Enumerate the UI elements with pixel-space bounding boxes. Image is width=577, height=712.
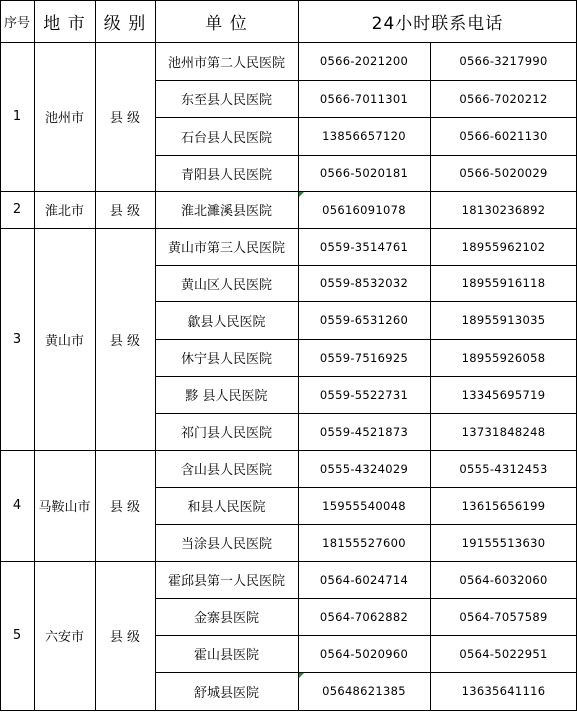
grid-line-horizontal xyxy=(0,710,577,711)
group-index: 4 xyxy=(12,498,22,513)
phone-primary: 15955540048 xyxy=(322,498,406,513)
phone-primary: 0564-6024714 xyxy=(319,572,409,587)
grid-line-horizontal xyxy=(155,301,577,302)
unit-name: 祁门县人民医院 xyxy=(180,426,272,441)
phone-primary: 0555-4324029 xyxy=(319,461,409,476)
phone-secondary: 18955916118 xyxy=(461,276,546,290)
grid-line-horizontal xyxy=(0,42,577,43)
phone-primary: 0566-2021200 xyxy=(319,54,409,68)
unit-name: 金寨县医院 xyxy=(193,611,259,626)
grid-line-horizontal xyxy=(155,487,577,488)
header-city: 地 市 xyxy=(43,13,86,34)
grid-line-horizontal xyxy=(0,561,577,562)
grid-line-horizontal xyxy=(0,0,577,1)
phone-secondary: 18130236892 xyxy=(461,202,546,217)
grid-line-vertical xyxy=(0,0,1,710)
group-index: 3 xyxy=(12,331,22,347)
phone-primary: 0566-7011301 xyxy=(319,91,409,106)
grid-line-horizontal xyxy=(155,524,577,525)
header-level: 级 别 xyxy=(103,13,147,34)
group-level: 县 级 xyxy=(109,333,141,349)
phone-primary: 0566-5020181 xyxy=(319,166,409,180)
unit-name: 和县人民医院 xyxy=(187,500,266,515)
unit-name: 淮北濉溪县医院 xyxy=(180,204,272,219)
phone-secondary: 13345695719 xyxy=(461,387,546,402)
unit-name: 石台县人民医院 xyxy=(180,130,272,146)
phone-secondary: 0566-7020212 xyxy=(459,91,548,106)
header-unit: 单 位 xyxy=(205,13,248,34)
grid-line-horizontal xyxy=(155,265,577,266)
unit-name: 休宁县人民医院 xyxy=(180,352,272,367)
phone-primary: 0559-5522731 xyxy=(319,387,409,402)
unit-name: 池州市第二人民医院 xyxy=(167,55,285,71)
grid-line-horizontal xyxy=(155,635,577,636)
grid-line-horizontal xyxy=(155,117,577,118)
grid-line-horizontal xyxy=(155,80,577,81)
grid-line-horizontal xyxy=(0,191,577,192)
phone-secondary: 13731848248 xyxy=(461,424,546,439)
group-level: 县 级 xyxy=(109,204,141,219)
group-level: 县 级 xyxy=(109,630,141,645)
unit-name: 黄山市第三人民医院 xyxy=(167,241,285,256)
phone-secondary: 0566-6021130 xyxy=(459,129,548,143)
header-index: 序号 xyxy=(3,15,30,31)
unit-name: 青阳县人民医院 xyxy=(180,167,272,183)
grid-line-vertical xyxy=(95,0,96,710)
grid-line-vertical xyxy=(430,42,431,710)
phone-secondary: 0566-5020029 xyxy=(459,166,548,180)
phone-secondary: 0566-3217990 xyxy=(459,54,548,68)
phone-primary: 05648621385 xyxy=(322,684,406,698)
unit-name: 东至县人民医院 xyxy=(180,93,272,108)
grid-line-horizontal xyxy=(155,155,577,156)
phone-primary: 0564-7062882 xyxy=(319,609,409,624)
grid-line-horizontal xyxy=(155,672,577,673)
grid-line-horizontal xyxy=(155,339,577,340)
phone-primary: 0559-3514761 xyxy=(319,239,409,254)
phone-secondary: 0564-5022951 xyxy=(459,646,548,661)
phone-secondary: 13615656199 xyxy=(461,498,546,513)
unit-name: 黟 县人民医院 xyxy=(185,389,268,404)
phone-secondary: 0564-7057589 xyxy=(459,609,548,624)
phone-primary: 0559-7516925 xyxy=(319,350,409,365)
phone-primary: 18155527600 xyxy=(322,535,406,550)
unit-name: 歙县人民医院 xyxy=(187,314,266,330)
header-phone: 24小时联系电话 xyxy=(371,13,504,34)
unit-name: 含山县人民医院 xyxy=(180,463,272,478)
phone-primary: 0559-4521873 xyxy=(319,424,409,439)
phone-secondary: 0555-4312453 xyxy=(459,461,548,476)
grid-line-vertical xyxy=(298,0,299,710)
group-city: 六安市 xyxy=(44,630,84,645)
group-level: 县 级 xyxy=(109,111,141,126)
unit-name: 霍邱县第一人民医院 xyxy=(167,574,285,589)
phone-secondary: 13635641116 xyxy=(461,684,546,698)
phone-primary: 05616091078 xyxy=(322,202,406,217)
phone-secondary: 0564-6032060 xyxy=(459,572,548,587)
cell-comment-marker xyxy=(299,192,304,197)
phone-primary: 13856657120 xyxy=(322,129,406,143)
cell-comment-marker xyxy=(299,673,304,678)
grid-line-vertical xyxy=(34,0,35,710)
group-city: 马鞍山市 xyxy=(38,500,91,515)
unit-name: 当涂县人民医院 xyxy=(180,537,272,552)
unit-name: 霍山县医院 xyxy=(193,648,259,663)
phone-primary: 0559-6531260 xyxy=(319,313,409,327)
group-index: 1 xyxy=(12,109,22,124)
phone-primary: 0564-5020960 xyxy=(319,646,409,661)
phone-primary: 0559-8532032 xyxy=(319,276,409,290)
grid-line-horizontal xyxy=(155,413,577,414)
group-city: 黄山市 xyxy=(44,333,84,349)
phone-secondary: 18955926058 xyxy=(461,350,546,365)
group-index: 5 xyxy=(12,628,22,643)
phone-secondary: 19155513630 xyxy=(461,535,546,550)
grid-line-horizontal xyxy=(155,376,577,377)
phone-secondary: 18955962102 xyxy=(461,239,546,254)
group-city: 池州市 xyxy=(44,111,84,126)
grid-line-vertical xyxy=(155,0,156,710)
phone-secondary: 18955913035 xyxy=(461,313,546,327)
grid-line-horizontal xyxy=(155,598,577,599)
group-index: 2 xyxy=(12,202,22,217)
unit-name: 舒城县医院 xyxy=(193,685,259,701)
grid-line-horizontal xyxy=(0,228,577,229)
grid-line-horizontal xyxy=(0,450,577,451)
group-city: 淮北市 xyxy=(44,204,84,219)
group-level: 县 级 xyxy=(109,500,141,515)
unit-name: 黄山区人民医院 xyxy=(180,277,272,293)
